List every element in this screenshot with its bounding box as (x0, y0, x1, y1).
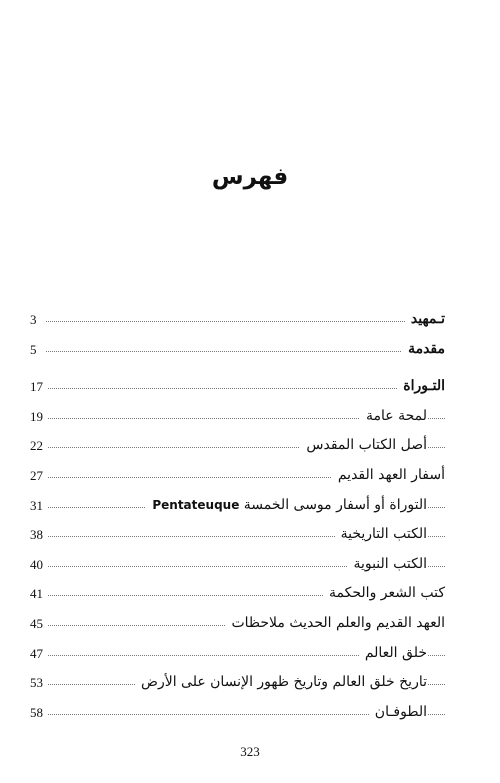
toc-entry-page: 41 (30, 579, 47, 609)
toc-entry-title (360, 402, 427, 432)
page-number: 323 (240, 744, 260, 759)
toc-entry-title (225, 609, 445, 639)
dot-leader (46, 320, 445, 322)
toc-entry (30, 609, 445, 639)
toc-entry (30, 550, 445, 580)
toc-entry-title-text: التوراة أو أسفار موسى الخمسة (243, 496, 427, 513)
toc-entry-title-text: تـمهيد (410, 311, 445, 327)
toc-entry-title (335, 520, 427, 550)
toc-entry-title-text: الطوفـان (374, 703, 427, 720)
toc-entry-title (323, 579, 445, 609)
toc-entry-title (397, 372, 445, 402)
toc-entry-title (405, 305, 445, 335)
toc-entry (30, 402, 445, 432)
toc-entry-page: 22 (30, 431, 47, 461)
toc-entry-title-text: التـوراة (403, 378, 445, 395)
toc-entry-title-text: خلق العالم (364, 644, 427, 661)
table-of-contents (30, 305, 445, 727)
toc-entry-title (369, 698, 427, 728)
toc-entry-page: 3 (30, 305, 41, 335)
toc-entry-title-text: لمحة عامة (366, 407, 427, 424)
toc-entry-title (402, 335, 445, 365)
toc-entry-title-text: الكتب النبوية (353, 555, 427, 572)
toc-group (30, 372, 445, 727)
toc-entry-page: 19 (30, 402, 47, 432)
toc-entry-page: 38 (30, 520, 47, 550)
toc-entry-page: 40 (30, 550, 47, 580)
toc-entry (30, 431, 445, 461)
toc-entry (30, 579, 445, 609)
toc-entry-title (300, 431, 427, 461)
toc-entry-title-text: أسفار العهد القديم (337, 466, 445, 483)
toc-entry-title-text: كتب الشعر والحكمة (329, 585, 445, 602)
toc-entry (30, 335, 445, 365)
toc-entry-title-text: العهد القديم والعلم الحديث ملاحظات (231, 614, 445, 631)
dot-leader (46, 350, 445, 352)
toc-entry-title-text: مقدمة (408, 340, 445, 357)
toc-entry-page: 17 (30, 372, 47, 402)
toc-entry-page: 47 (30, 639, 47, 669)
toc-entry-latin-term: Pentateuque (152, 497, 240, 512)
toc-entry (30, 639, 445, 669)
toc-entry-page: 31 (30, 491, 47, 521)
toc-group (30, 305, 445, 364)
toc-entry-title (332, 461, 445, 491)
toc-entry-title (146, 491, 427, 521)
toc-entry-title (135, 668, 427, 698)
toc-entry-page: 5 (30, 335, 41, 365)
toc-entry-page: 27 (30, 461, 47, 491)
toc-entry (30, 491, 445, 521)
toc-entry-title (359, 639, 427, 669)
toc-entry (30, 372, 445, 402)
toc-gap (30, 364, 445, 372)
dot-leader (46, 387, 445, 389)
toc-entry (30, 520, 445, 550)
page-title: فهرس (211, 164, 289, 190)
toc-entry (30, 698, 445, 728)
toc-entry-title-text: أصل الكتاب المقدس (306, 437, 427, 454)
toc-entry-title-text: الكتب التاريخية (340, 526, 427, 543)
toc-entry-page: 53 (30, 668, 47, 698)
toc-entry (30, 305, 445, 335)
toc-entry (30, 668, 445, 698)
toc-entry-title (347, 550, 427, 580)
toc-entry-page: 45 (30, 609, 47, 639)
toc-entry-title-text: تاريخ خلق العالم وتاريخ ظهور الإنسان على الأرض (141, 674, 427, 691)
toc-entry-page: 58 (30, 698, 47, 728)
toc-entry (30, 461, 445, 491)
